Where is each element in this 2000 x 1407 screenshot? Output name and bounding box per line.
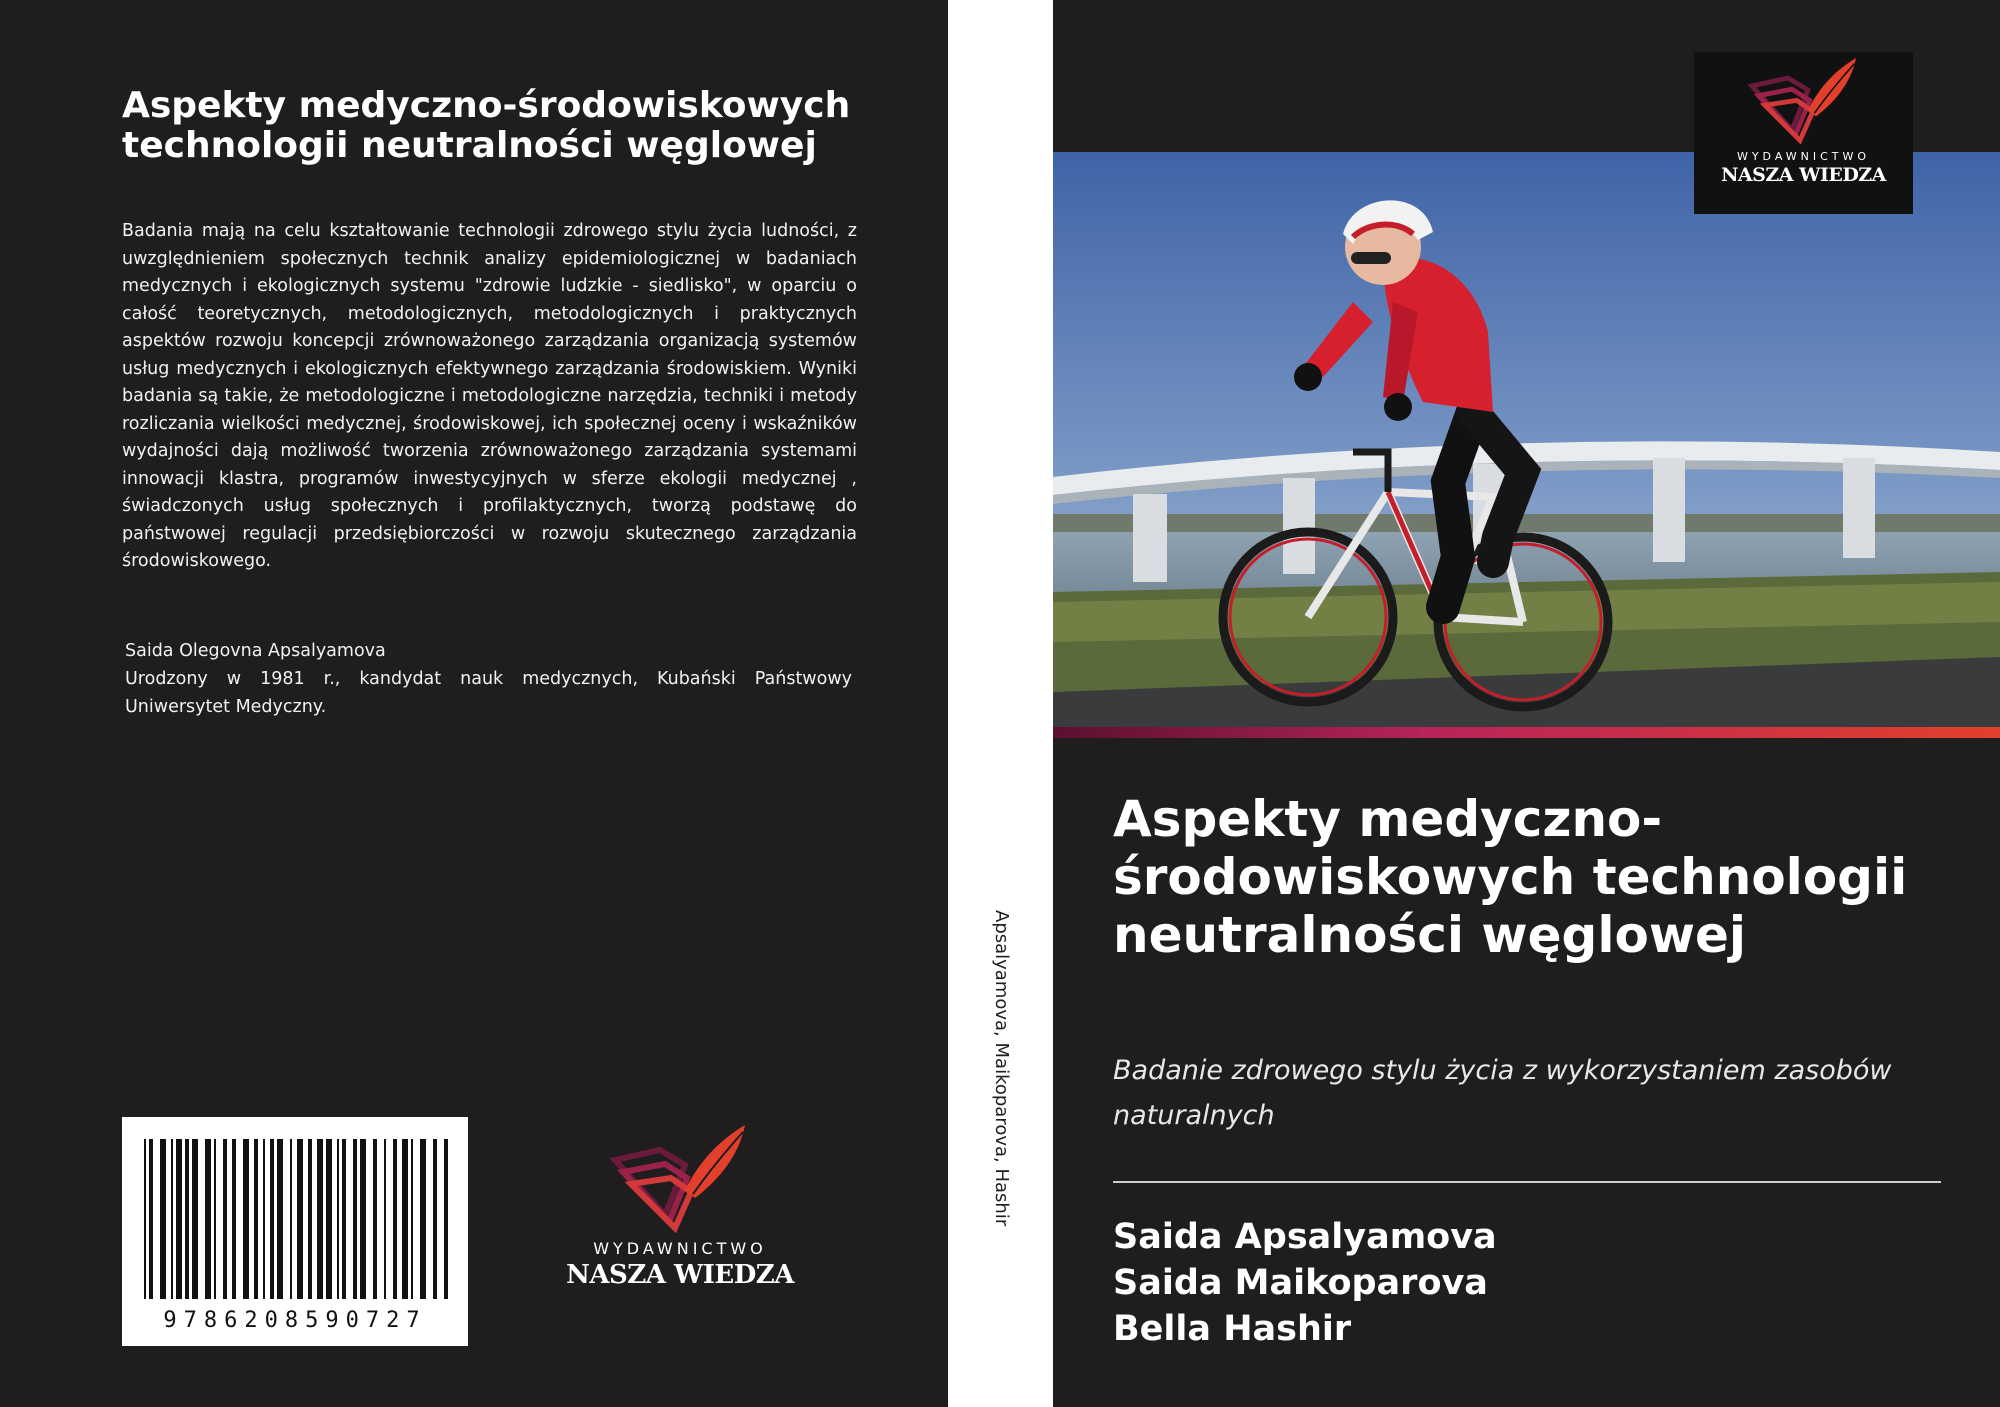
publisher-line1: WYDAWNICTWO bbox=[593, 1239, 767, 1258]
publisher-line2: NASZA WIEDZA bbox=[566, 1260, 794, 1290]
back-cover-description: Badania mają na celu kształtowanie technologii zdrowego stylu życia ludności, z uwzględnieniem społecznych technik analizy epidemiologicznej w badaniach medycznych i ekologicznych systemu "zdrowie ludzkie - siedlisko", w oparciu o całość teoretycznych, metodologicznych, metodologicznych i praktycznych aspektów rozwoju koncepcji zrównoważonego zarządzania organizacją systemów usług medycznych i ekologicznych efektywnego zarządzania środowiskiem. Wyniki badania są takie, że metodologiczne i metodologiczne narzędzia, techniki i metody rozliczania wielkości medycznej, środowiskowej, ich społecznej oceny i wskaźników wydajności dają możliwość tworzenia zrównoważonego zarządzania systemami innowacji klastra, programów inwestycyjnych w sferze ekologii medycznej , świadczonych usług społecznych i profilaktycznych, tworzą podstawę do państwowej regulacji przedsiębiorczości w rozwoju skutecznego zarządzania środowiskowego. bbox=[122, 221, 857, 571]
publisher-logo-front bbox=[1694, 52, 1913, 214]
back-cover-title: Aspekty medyczno-środowiskowych technologii neutralności węglowej bbox=[122, 85, 851, 166]
publisher-line1: WYDAWNICTWO bbox=[1736, 150, 1871, 163]
cyclist-bridge-illustration bbox=[1053, 152, 2000, 727]
front-cover-title: Aspekty medyczno-środowiskowych technologii neutralności węglowej bbox=[1113, 790, 1908, 964]
cover-photo-cyclist bbox=[1053, 152, 2000, 727]
title-divider bbox=[1113, 1181, 1941, 1183]
publisher-logo-back bbox=[560, 1120, 800, 1310]
author-list bbox=[1113, 1214, 1497, 1352]
accent-stripe bbox=[1053, 727, 2000, 738]
isbn-barcode bbox=[122, 1117, 468, 1346]
author-name: Saida Apsalyamova bbox=[1113, 1217, 1497, 1257]
back-cover bbox=[0, 0, 948, 1407]
publisher-line2: NASZA WIEDZA bbox=[1721, 164, 1886, 186]
front-cover-subtitle: Badanie zdrowego stylu życia z wykorzystaniem zasobów naturalnych bbox=[1113, 1055, 1892, 1131]
book-quill-icon bbox=[605, 1120, 755, 1235]
author-bio-name: Saida Olegovna Apsalyamova bbox=[125, 641, 386, 661]
book-quill-icon bbox=[1744, 52, 1864, 148]
author-bio-text: Urodzony w 1981 r., kandydat nauk medycznych, Kubański Państwowy Uniwersytet Medyczny. bbox=[125, 669, 852, 717]
author-name: Bella Hashir bbox=[1113, 1309, 1352, 1349]
isbn-number: 9786208590727 bbox=[163, 1308, 427, 1333]
author-bio bbox=[125, 637, 852, 721]
spine-text: Apsalyamova, Maikoparova, Hashir bbox=[991, 910, 1012, 1227]
author-name: Saida Maikoparova bbox=[1113, 1263, 1488, 1303]
